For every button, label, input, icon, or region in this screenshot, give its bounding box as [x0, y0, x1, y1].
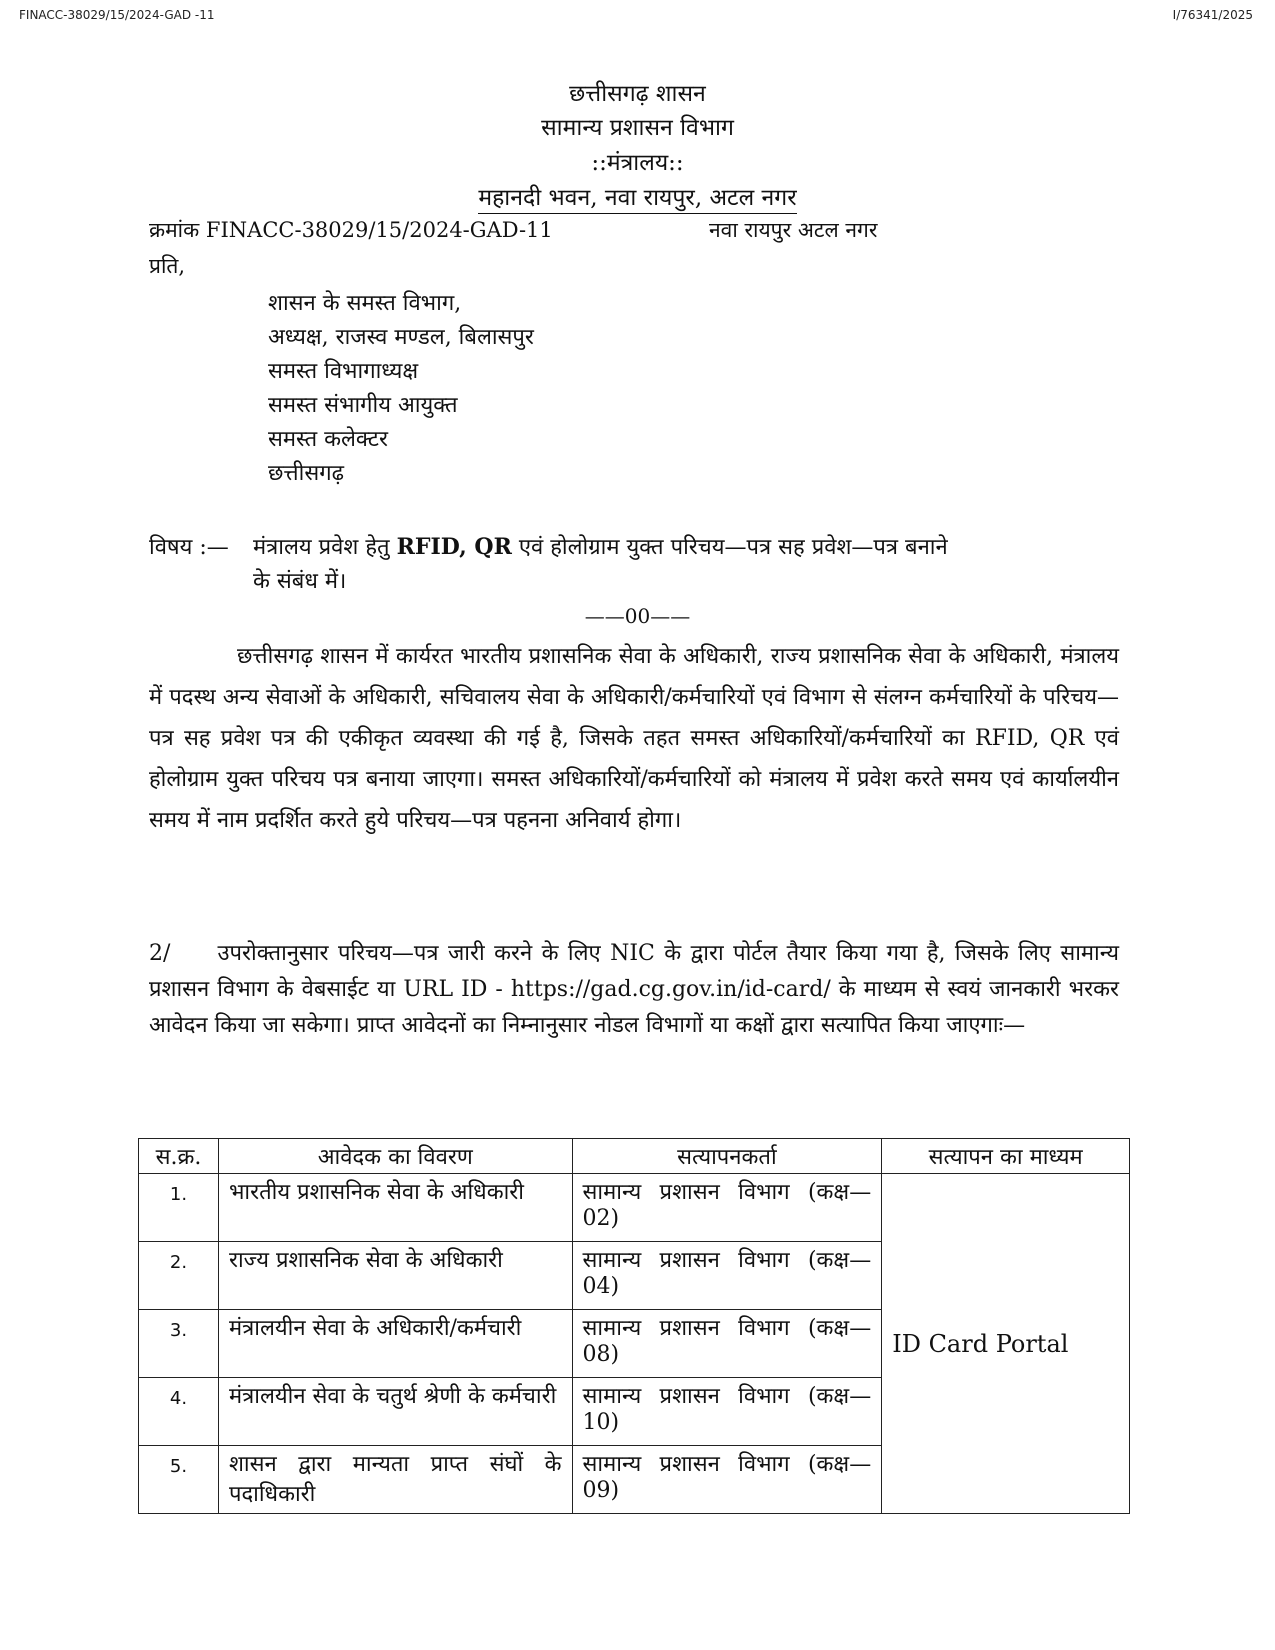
addressee: समस्त विभागाध्यक्ष [268, 359, 419, 384]
separator: ——00—— [584, 604, 691, 628]
row-applicant: मंत्रालयीन सेवा के अधिकारी/कर्मचारी [218, 1310, 572, 1378]
paragraph-2: 2/ उपरोक्तानुसार परिचय—पत्र जारी करने के लिए NIC के द्वारा पोर्टल तैयार किया गया है, जिसके लिए सामान्य प्रशासन विभाग के वेबसाईट या URL ID - https://gad.cg.gov.in/id-card/ के माध्यम से स्वयं जानकारी भरकर आवेदन किया जा सकेगा। प्राप्त आवेदनों का निम्नानुसार नोडल विभागों या कक्षों द्वारा सत्यापित किया जाएगाः— [149, 941, 1126, 1038]
row-applicant: शासन द्वारा मान्यता प्राप्त संघों के पदाधिकारी [218, 1446, 572, 1514]
row-verifier: सामान्य प्रशासन विभाग (कक्ष—04) [572, 1242, 882, 1310]
place: नवा रायपुर अटल नगर [709, 218, 878, 242]
row-applicant: मंत्रालयीन सेवा के चतुर्थ श्रेणी के कर्मचारी [218, 1378, 572, 1446]
subject-part1: मंत्रालय प्रवेश हेतु [253, 535, 390, 560]
verification-table [138, 1138, 1130, 1514]
row-serial: 2. [139, 1242, 219, 1310]
addressee: शासन के समस्त विभाग, [268, 291, 462, 316]
file-number-top-left: FINACC-38029/15/2024-GAD -11 [19, 8, 215, 22]
addressee: समस्त संभागीय आयुक्त [268, 393, 458, 418]
ministry-label: ::मंत्रालय:: [591, 150, 684, 176]
paragraph-1: छत्तीसगढ़ शासन में कार्यरत भारतीय प्रशासनिक सेवा के अधिकारी, राज्य प्रशासनिक सेवा के अधिकारी, मंत्रालय में पदस्थ अन्य सेवाओं के अधिकारी, सचिवालय सेवा के अधिकारी/कर्मचारियों एवं विभाग से संलग्न कर्मचारियों के परिचय—पत्र सह प्रवेश पत्र की एकीकृत व्यवस्था की गई है, जिसके तहत समस्त अधिकारियों/कर्मचारियों का RFID, QR एवं होलोग्राम युक्त परिचय पत्र बनाया जाएगा। समस्त अधिकारियों/कर्मचारियों को मंत्रालय में प्रवेश करते समय एवं कार्यालयीन समय में नाम प्रदर्शित करते हुये परिचय—पत्र पहनना अनिवार्य होगा। [149, 644, 1119, 833]
row-serial: 5. [139, 1446, 219, 1514]
row-serial: 3. [139, 1310, 219, 1378]
header-medium: सत्यापन का माध्यम [882, 1139, 1130, 1174]
verification-medium: ID Card Portal [882, 1174, 1130, 1514]
address-line [0, 180, 1275, 212]
row-verifier: सामान्य प्रशासन विभाग (कक्ष—10) [572, 1378, 882, 1446]
row-verifier: सामान्य प्रशासन विभाग (कक्ष—08) [572, 1310, 882, 1378]
header-verifier: सत्यापनकर्ता [572, 1139, 882, 1174]
row-applicant: राज्य प्रशासनिक सेवा के अधिकारी [218, 1242, 572, 1310]
to-label: प्रति, [149, 254, 186, 278]
table-header-row [139, 1139, 1130, 1174]
row-applicant: भारतीय प्रशासनिक सेवा के अधिकारी [218, 1174, 572, 1242]
addressee: अध्यक्ष, राजस्व मण्डल, बिलासपुर [268, 325, 534, 350]
subject-label: विषय :— [149, 535, 229, 560]
table-row [139, 1174, 1130, 1242]
header-serial: स.क्र. [139, 1139, 219, 1174]
subject-line2: के संबंध में। [253, 569, 347, 594]
receipt-number-top-right: I/76341/2025 [1172, 8, 1253, 22]
row-serial: 4. [139, 1378, 219, 1446]
govt-name: छत्तीसगढ़ शासन [569, 81, 706, 107]
reference-number: क्रमांक FINACC-38029/15/2024-GAD-11 [149, 218, 553, 242]
addressee: छत्तीसगढ़ [268, 461, 344, 486]
address-text: महानदी भवन, नवा रायपुर, अटल नगर [478, 185, 796, 214]
subject-part2: एवं होलोग्राम युक्त परिचय—पत्र सह प्रवेश—पत्र बनाने [518, 535, 948, 560]
department-name: सामान्य प्रशासन विभाग [541, 115, 734, 141]
row-serial: 1. [139, 1174, 219, 1242]
subject-bold: RFID, QR [396, 534, 512, 560]
row-verifier: सामान्य प्रशासन विभाग (कक्ष—09) [572, 1446, 882, 1514]
subject [149, 530, 1119, 599]
addressee: समस्त कलेक्टर [268, 427, 389, 452]
header-applicant: आवेदक का विवरण [218, 1139, 572, 1174]
row-verifier: सामान्य प्रशासन विभाग (कक्ष—02) [572, 1174, 882, 1242]
